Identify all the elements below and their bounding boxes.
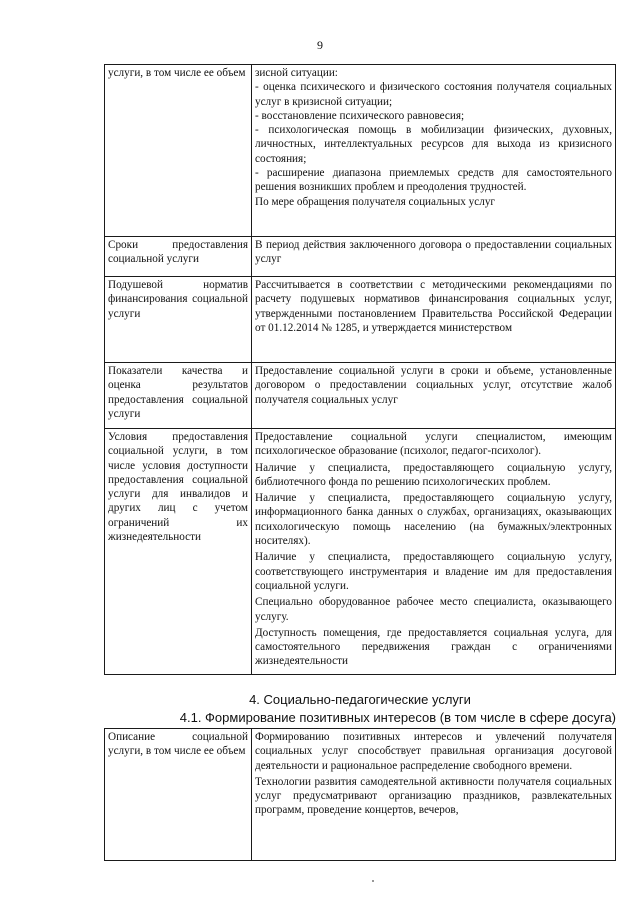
row-label: Условия предоставления социальной услуги, в том числе условия доступности предоставления социальной услуги для инвалидов и других лиц с учетом ограничений их жизнедеятельности (105, 429, 252, 675)
row-label: Описание социальной услуги, в том числе ее объем (105, 729, 252, 861)
content-paragraph: Формированию позитивных интересов и увлечений получателя социальных услуг способствует правильная организация досуговой деятельности и рациональное распределение свободного времени. (255, 731, 612, 772)
scan-artifact (372, 880, 374, 882)
content-line: - психологическая помощь в мобилизации физических, духовных, личностных, интеллектуальных ресурсов для выхода из кризисного состояния; (255, 124, 612, 165)
content-line: Предоставление социальной услуги в сроки и объеме, установленные договором о предоставлении социальных услуг, отсутствие жалоб получателя социальных услуг (255, 365, 612, 406)
content-line: - восстановление психического равновесия; (255, 109, 465, 122)
row-content (252, 363, 616, 429)
content-line: - оценка психического и физического состояния получателя социальных услуг в кризисной ситуации; (255, 81, 612, 108)
content-paragraph: Наличие у специалиста, предоставляющего социальную услугу, информационного банка данных о службах, организациях, оказывающих психологическую помощь населению (на бумажных/электронных носителях). (255, 492, 612, 548)
subsection-heading: 4.1. Формирование позитивных интересов (в том числе в сфере досуга) (179, 710, 616, 725)
service-table-bottom (104, 728, 616, 861)
row-label: услуги, в том числе ее объем (105, 65, 252, 237)
row-content (252, 237, 616, 277)
table-row (105, 729, 616, 861)
content-paragraph: Специально оборудованное рабочее место специалиста, оказывающего услугу. (255, 596, 612, 623)
service-table-top (104, 64, 616, 675)
table-row (105, 277, 616, 363)
table-row (105, 363, 616, 429)
row-content (252, 429, 616, 675)
content-paragraph: Наличие у специалиста, предоставляющего социальную услугу, библиотечного фонда по решению психологических проблем. (255, 461, 612, 488)
content-paragraph: Доступность помещения, где предоставляется социальная услуга, для самостоятельного передвижения граждан с ограничениями жизнедеятельности (255, 626, 612, 668)
row-content (252, 277, 616, 363)
content-paragraph: Технологии развития самодеятельной активности получателя социальных услуг предусматривают организацию праздников, развлекательных программ, проведение концертов, вечеров, (255, 775, 612, 817)
table-row (105, 65, 616, 237)
row-content (252, 729, 616, 861)
content-line: - расширение диапазона приемлемых средств для самостоятельного решения возникших проблем и преодоления трудностей. (255, 167, 612, 194)
content-paragraph: Предоставление социальной услуги специалистом, имеющим психологическое образование (психолог, педагог-психолог). (255, 431, 612, 458)
section-heading: 4. Социально-педагогические услуги (249, 692, 471, 707)
row-label: Показатели качества и оценка результатов предоставления социальной услуги (105, 363, 252, 429)
table-row (105, 237, 616, 277)
row-label: Подушевой норматив финансирования социальной услуги (105, 277, 252, 363)
content-line: В период действия заключенного договора о предоставлении социальных услуг (255, 239, 612, 266)
row-content (252, 65, 616, 237)
row-label: Сроки предоставления социальной услуги (105, 237, 252, 277)
content-line: зисной ситуации: (255, 67, 338, 79)
page-number: 9 (317, 38, 323, 52)
content-line: По мере обращения получателя социальных услуг (255, 195, 496, 208)
table-row (105, 429, 616, 675)
content-paragraph: Наличие у специалиста, предоставляющего социальную услугу, соответствующего инструментария и владение им для предоставления социальной услуги. (255, 551, 612, 592)
content-line: Рассчитывается в соответствии с методическими рекомендациями по расчету подушевых нормативов финансирования социальных услуг, утвержденными постановлением Правительства Российской Федерации от 01.12.2014 № 1285, и утверждается министерством (255, 279, 612, 334)
